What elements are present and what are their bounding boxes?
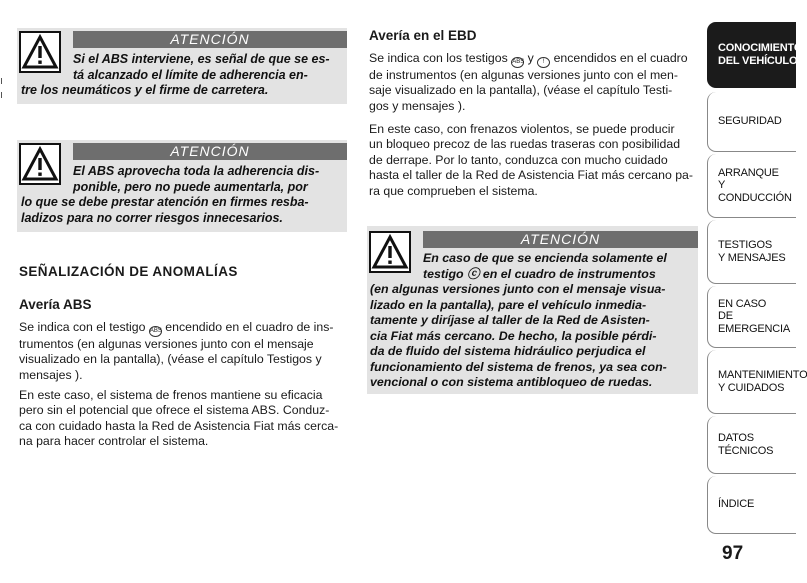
text: Se indica con el testigo [19,320,149,334]
abs-warning-light-icon: ABS [511,57,524,68]
warning-line: testigo ⓒ en el cuadro de instrumentos [423,266,656,281]
warning-header: ATENCIÓN [73,143,347,160]
abs-title: Avería ABS [19,297,92,312]
warning-line: tá alcanzado el límite de adherencia en- [73,67,308,82]
tab-mantenimiento-y-cuidados[interactable] [707,350,807,414]
warning-header: ATENCIÓN [73,31,347,48]
warning-line: (en algunas versiones junto con el mensaje visua- [370,282,666,296]
tab-en-caso-de-emergencia[interactable] [707,286,796,348]
text: hasta el taller de la Red de Asistencia Fiat más cercano pa- [369,168,693,183]
warning-line: tre los neumáticos y el firme de carretera. [21,83,269,97]
warning-line: Si el ABS interviene, es señal de que se es- [73,52,330,66]
margin-mark [1,92,6,98]
warning-line: tamente y diríjase al taller de la Red de Asisten- [370,313,650,327]
tab-label: SEGURIDAD [718,115,782,128]
text: visualizado en la pantalla), (véase el capítulo Testigos y [19,352,322,367]
ebd-paragraph-1 [369,51,699,114]
tab-label: Y MENSAJES [718,251,786,264]
abs-warning-light-icon: ABS [149,326,162,337]
warning-box-brake-fluid [367,226,698,394]
tab-label: ARRANQUE [718,166,779,179]
tab-label: MANTENIMIENTO [718,369,807,381]
warning-line: ladizos para no correr riesgos innecesarios. [21,210,283,225]
text: y [524,51,538,65]
text: mensajes ). [19,367,83,382]
warning-text [21,164,345,226]
tab-label: EN CASO [718,297,767,310]
text: saje visualizado en la pantalla), (véase el capítulo Testi- [369,83,673,98]
tab-conocimiento-del-vehiculo[interactable] [707,22,803,88]
ebd-paragraph-2 [369,122,699,199]
text: Se indica con los testigos [369,51,512,65]
brake-warning-light-icon: ! [537,57,550,68]
text: gos y mensajes ). [369,98,466,113]
warning-line: El ABS aprovecha toda la adherencia dis- [73,164,320,178]
text: ca con cuidado hasta la Red de Asistencia Fiat más cerca- [19,418,339,433]
abs-paragraph-1 [19,320,350,383]
warning-line: da de fluido del sistema hidráulico perjudica el [370,344,646,358]
abs-paragraph-2 [19,388,350,450]
warning-box-abs-limit [17,28,347,104]
text: encendido en el cuadro de ins- [161,320,334,334]
tab-label: CONOCIMIENTO [718,42,803,54]
ebd-title: Avería en el EBD [369,28,477,43]
tab-label: Y CONDUCCIÓN [718,179,792,204]
text: trumentos (en algunas versiones junto con el mensaje [19,337,314,351]
tab-label: ÍNDICE [718,498,755,511]
tab-testigos-y-mensajes[interactable] [707,220,796,284]
page-number: 97 [722,543,744,564]
warning-text [21,52,345,99]
text: ra que comprueben el sistema. [369,183,538,198]
warning-line: ponible, pero no puede aumentarla, por [73,179,308,194]
text: pero sin el potencial que ofrece el sistema ABS. Conduz- [19,403,330,418]
warning-line: cia Fiat más cercano. De hecho, la posible pérdi- [370,328,657,343]
warning-header: ATENCIÓN [423,231,698,248]
text: En este caso, con frenazos violentos, se puede producir [369,122,675,136]
tab-label: DE EMERGENCIA [718,310,790,335]
tab-arranque-y-conduccion[interactable] [707,154,796,218]
warning-line: funcionamiento del sistema de frenos, ya sea con- [370,359,667,374]
warning-line: vencional o con sistema antibloqueo de ruedas. [370,375,653,389]
text: na para hacer controlar el sistema. [19,434,209,449]
text: de instrumentos (en algunas versiones junto con el men- [369,68,678,82]
tab-seguridad[interactable] [707,92,796,152]
margin-mark [1,78,6,84]
section-title: SEÑALIZACIÓN DE ANOMALÍAS [19,264,238,279]
tab-label: TESTIGOS [718,239,773,251]
warning-text [370,251,696,391]
tab-label: Y CUIDADOS [718,381,785,394]
text: En este caso, el sistema de frenos mantiene su eficacia [19,388,323,402]
tab-label: DATOS TÉCNICOS [718,432,774,457]
tab-datos-tecnicos[interactable] [707,416,796,474]
warning-line: En caso de que se encienda solamente el [423,251,667,265]
text: encendidos en el cuadro [550,51,688,65]
text: de derrape. Por lo tanto, conduzca con mucho cuidado [369,152,668,167]
warning-box-abs-adherence [17,140,347,232]
tab-label: DEL VEHÍCULO [718,54,798,67]
warning-line: lo que se debe prestar atención en firmes resba- [21,195,309,209]
tab-indice[interactable] [707,476,796,534]
warning-line: lizado en la pantalla), pare el vehículo inmedia- [370,297,647,312]
text: un bloqueo precoz de las ruedas traseras con posibilidad [369,137,681,152]
